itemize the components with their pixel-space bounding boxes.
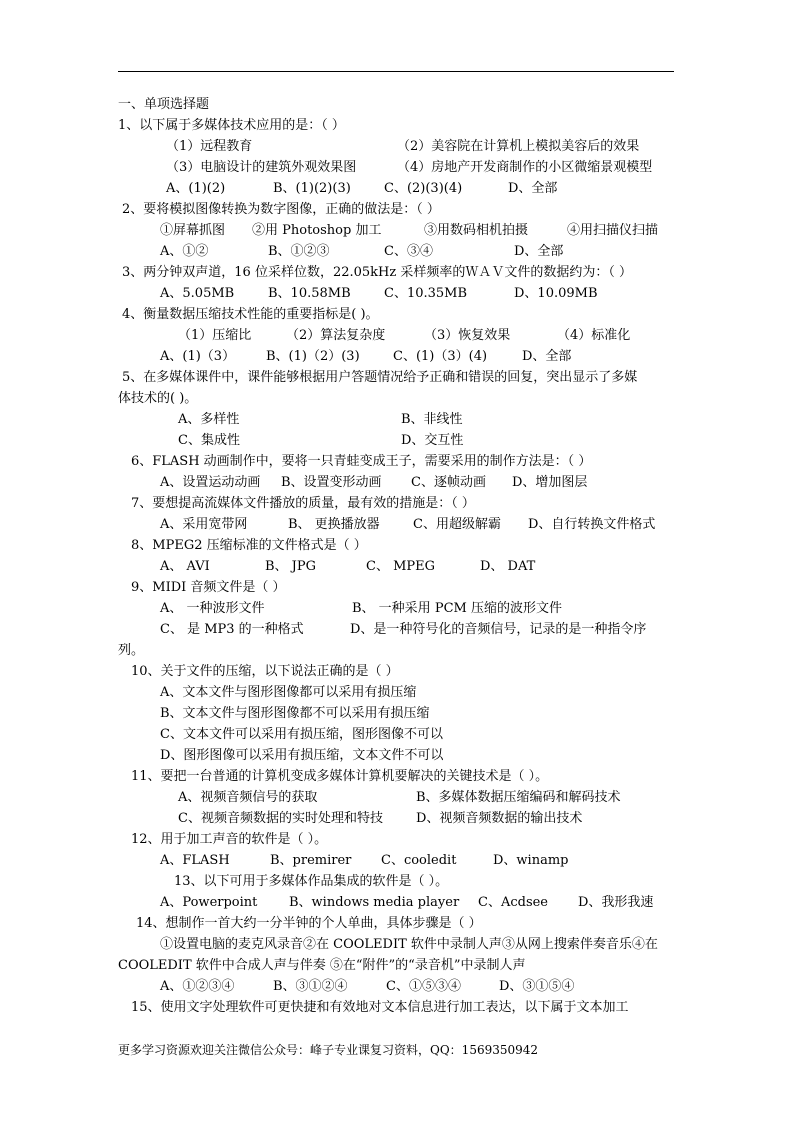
option-text: D、是一种符号化的音频信号，记录的是一种指令序	[350, 622, 647, 637]
option-text: C、(2)(3)(4)	[384, 181, 463, 196]
option-text: （3）电脑设计的建筑外观效果图	[166, 160, 357, 175]
option-text: （3）恢复效果	[424, 328, 511, 343]
option-text: （1）远程教育	[166, 139, 253, 154]
option-text: A、设置运动动画	[160, 475, 261, 490]
option-text: C、10.35MB	[384, 286, 468, 301]
option-text: A、 AVI	[160, 559, 210, 574]
question-line: 4、衡量数据压缩技术性能的重要指标是( )。	[122, 307, 379, 322]
option-text: C、③④	[384, 244, 433, 259]
option-text: D、全部	[514, 244, 564, 259]
option-text: B、 JPG	[265, 559, 317, 574]
question-line: 6、FLASH 动画制作中，要将一只青蛙变成王子，需要采用的制作方法是：（ ）	[131, 454, 592, 469]
option-text: ③用数码相机拍摄	[424, 223, 529, 238]
option-text: （4）标准化	[557, 328, 631, 343]
option-text: （2）美容院在计算机上模拟美容后的效果	[397, 139, 640, 154]
option-text: 列。	[118, 643, 145, 658]
option-text: D、我形我速	[578, 895, 654, 910]
option-text: B、设置变形动画	[281, 475, 382, 490]
option-text: A、视频音频信号的获取	[178, 790, 318, 805]
option-text: B、非线性	[401, 412, 463, 427]
question-line: 体技术的( )。	[118, 391, 198, 406]
option-text: C、逐帧动画	[411, 475, 486, 490]
option-text: D、 DAT	[480, 559, 536, 574]
option-text: D、③①⑤④	[499, 979, 575, 994]
option-text: A、①②	[160, 244, 209, 259]
option-text: C、cooledit	[381, 853, 457, 868]
option-text: C、集成性	[178, 433, 240, 448]
option-text: A、5.05MB	[160, 286, 235, 301]
option-text: C、①⑤③④	[386, 979, 461, 994]
option-text: B、(1)（2）(3)	[266, 349, 360, 364]
question-line: 14、想制作一首大约一分半钟的个人单曲，具体步骤是（ ）	[136, 916, 482, 931]
option-text: C、Acdsee	[478, 895, 548, 910]
question-line: 2、要将模拟图像转换为数字图像，正确的做法是：（ ）	[122, 202, 440, 217]
option-text: ④用扫描仪扫描	[567, 223, 659, 238]
page-footer: 更多学习资源欢迎关注微信公众号：峰子专业课复习资料，QQ：1569350942	[118, 1043, 539, 1057]
option-text: C、用超级解霸	[413, 517, 501, 532]
option-text: B、③①②④	[273, 979, 348, 994]
option-text: A、多样性	[178, 412, 240, 427]
option-text: （4）房地产开发商制作的小区微缩景观模型	[397, 160, 653, 175]
option-text: C、视频音频数据的实时处理和特技	[178, 811, 383, 826]
question-line: 9、MIDI 音频文件是（ ）	[131, 580, 286, 595]
option-text: D、winamp	[493, 853, 569, 868]
question-line: 1、以下属于多媒体技术应用的是：（ ）	[118, 118, 345, 133]
option-text: D、全部	[522, 349, 572, 364]
option-text: B、 一种采用 PCM 压缩的波形文件	[352, 601, 562, 616]
option-text: B、premirer	[270, 853, 352, 868]
option-text: C、文本文件可以采用有损压缩，图形图像不可以	[160, 727, 443, 742]
option-text: B、文本文件与图形图像都不可以采用有损压缩	[160, 706, 430, 721]
option-text: B、①②③	[268, 244, 330, 259]
question-line: COOLEDIT 软件中合成人声与伴奏 ⑤在“附件”的“录音机”中录制人声	[118, 958, 526, 973]
option-text: D、10.09MB	[514, 286, 598, 301]
question-line: 11、要把一台普通的计算机变成多媒体计算机要解决的关键技术是（ ）。	[131, 769, 549, 784]
option-text: C、 MPEG	[366, 559, 436, 574]
option-text: D、全部	[508, 181, 558, 196]
option-text: A、①②③④	[160, 979, 235, 994]
question-line: 15、使用文字处理软件可更快捷和有效地对文本信息进行加工表达，以下属于文本加工	[131, 1000, 629, 1015]
option-text: ①屏幕抓图	[160, 223, 226, 238]
question-line: 5、在多媒体课件中，课件能够根据用户答题情况给予正确和错误的回复，突出显示了多媒	[122, 370, 638, 385]
option-text: D、自行转换文件格式	[528, 517, 656, 532]
question-line: ①设置电脑的麦克风录音②在 COOLEDIT 软件中录制人声③从网上搜索伴奏音乐④在	[160, 937, 658, 952]
option-text: C、 是 MP3 的一种格式	[160, 622, 304, 637]
question-line: 13、以下可用于多媒体作品集成的软件是（ ）。	[174, 874, 449, 889]
option-text: D、增加图层	[512, 475, 588, 490]
option-text: B、多媒体数据压缩编码和解码技术	[416, 790, 621, 805]
question-line: 10、关于文件的压缩，以下说法正确的是（ ）	[131, 664, 399, 679]
option-text: B、10.58MB	[268, 286, 351, 301]
option-text: A、文本文件与图形图像都可以采用有损压缩	[160, 685, 417, 700]
option-text: B、(1)(2)(3)	[273, 181, 351, 196]
option-text: A、采用宽带网	[160, 517, 248, 532]
question-line: 3、两分钟双声道，16 位采样位数，22.05kHz 采样频率的ＷＡＶ文件的数据约为：（ ）	[122, 265, 632, 280]
option-text: A、FLASH	[160, 853, 230, 868]
option-text: （2）算法复杂度	[286, 328, 386, 343]
option-text: （1）压缩比	[178, 328, 252, 343]
option-text: D、视频音频数据的输出技术	[416, 811, 583, 826]
option-text: C、(1)（3）(4)	[393, 349, 488, 364]
option-text: A、Powerpoint	[160, 895, 258, 910]
option-text: D、交互性	[401, 433, 464, 448]
option-text: B、windows media player	[289, 895, 460, 910]
question-line: 7、要想提高流媒体文件播放的质量，最有效的措施是：（ ）	[131, 496, 475, 511]
option-text: A、(1)(2)	[166, 181, 226, 196]
section-title: 一、单项选择题	[118, 97, 210, 112]
question-line: 12、用于加工声音的软件是（ ）。	[131, 832, 328, 847]
option-text: B、 更换播放器	[288, 517, 380, 532]
question-line: 8、MPEG2 压缩标准的文件格式是（ ）	[131, 538, 367, 553]
option-text: A、 一种波形文件	[160, 601, 265, 616]
option-text: A、(1)（3）	[160, 349, 236, 364]
option-text: D、图形图像可以采用有损压缩，文本文件不可以	[160, 748, 444, 763]
option-text: ②用 Photoshop 加工	[252, 223, 382, 238]
